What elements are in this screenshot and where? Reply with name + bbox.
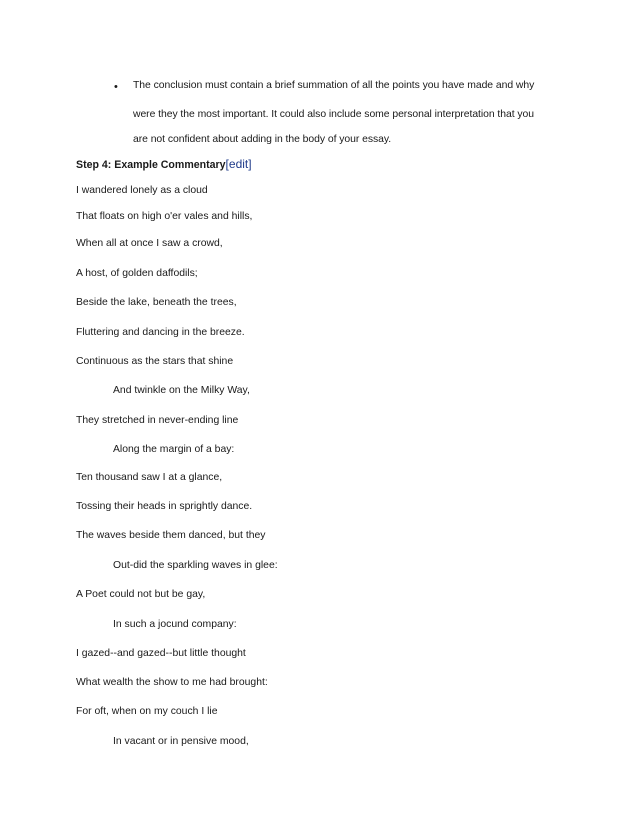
poem-line: That floats on high o'er vales and hills,	[76, 211, 253, 222]
edit-bracket-open: [	[225, 157, 229, 171]
section-heading	[76, 157, 252, 171]
poem-line: The waves beside them danced, but they	[76, 530, 266, 541]
poem-line: In vacant or in pensive mood,	[113, 736, 249, 747]
poem-line: Fluttering and dancing in the breeze.	[76, 327, 245, 338]
poem-line: Out-did the sparkling waves in glee:	[113, 560, 278, 571]
edit-bracket-close: ]	[248, 157, 252, 171]
section-heading-text: Step 4: Example Commentary	[76, 159, 226, 171]
poem-line: Continuous as the stars that shine	[76, 356, 234, 367]
poem-line: I gazed--and gazed--but little thought	[76, 648, 246, 659]
poem-line: What wealth the show to me had brought:	[76, 677, 268, 688]
bullet-text-line-2: were they the most important. It could also include some personal interpretation that you	[133, 109, 535, 120]
poem-line: They stretched in never-ending line	[76, 415, 239, 426]
bullet-text-line-3: are not confident about adding in the body of your essay.	[133, 134, 392, 145]
poem-line: I wandered lonely as a cloud	[76, 185, 208, 196]
poem-line: When all at once I saw a crowd,	[76, 238, 223, 249]
poem-line: Ten thousand saw I at a glance,	[76, 472, 223, 483]
poem-line: A Poet could not but be gay,	[76, 589, 206, 600]
poem-line: For oft, when on my couch I lie	[76, 706, 218, 717]
poem-line: Along the margin of a bay:	[113, 444, 235, 455]
poem-line: Tossing their heads in sprightly dance.	[76, 501, 253, 512]
poem-line: And twinkle on the Milky Way,	[113, 385, 250, 396]
edit-link[interactable]: edit	[228, 157, 249, 171]
poem-line: In such a jocund company:	[113, 619, 237, 630]
poem-line: Beside the lake, beneath the trees,	[76, 297, 237, 308]
bullet-text-line-1: The conclusion must contain a brief summation of all the points you have made and why	[133, 80, 535, 91]
bullet-point-icon: •	[114, 81, 118, 93]
poem-line: A host, of golden daffodils;	[76, 268, 198, 279]
